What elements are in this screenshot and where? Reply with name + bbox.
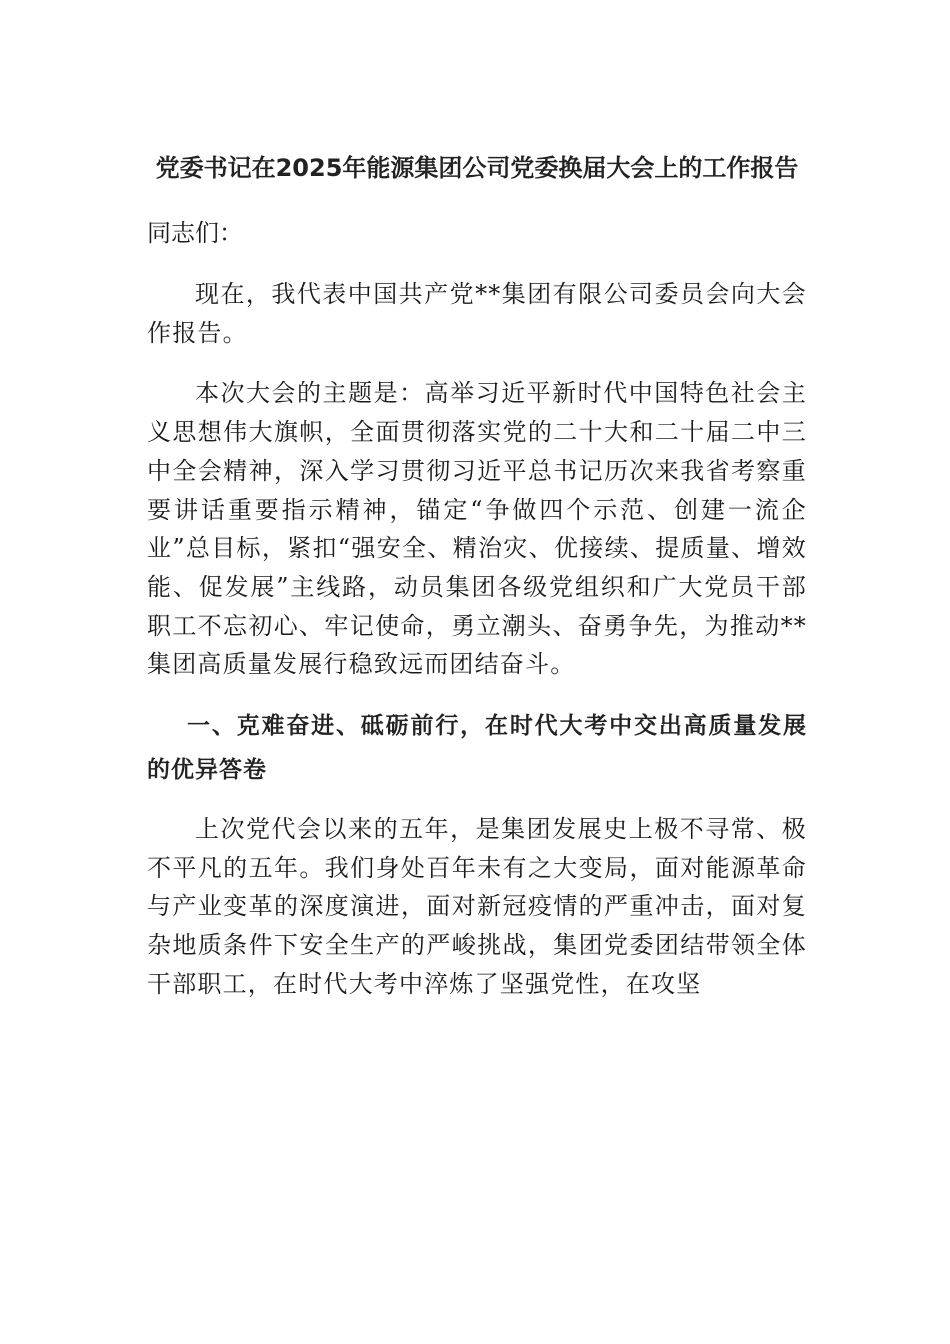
paragraph-theme: 本次大会的主题是：高举习近平新时代中国特色社会主义思想伟大旗帜，全面贯彻落实党的二十大和二十届二中三中全会精神，深入学习贯彻习近平总书记历次来我省考察重要讲话重要指示精神，锚定“争做四个示范、创建一流企业”总目标，紧扣“强安全、精治灾、优接续、提质量、增效能、促发展”主线路，动员集团各级党组织和广大党员干部职工不忘初心、牢记使命，勇立潮头、奋勇争先，为推动**集团高质量发展行稳致远而团结奋斗。	[147, 379, 807, 679]
document-body	[147, 146, 807, 1004]
paragraph-opening: 现在，我代表中国共产党**集团有限公司委员会向大会作报告。	[147, 280, 807, 347]
document-title: 党委书记在2025年能源集团公司党委换届大会上的工作报告	[155, 154, 799, 182]
salutation: 同志们：	[147, 219, 243, 247]
section-heading: 一、克难奋进、砥砺前行，在时代大考中交出高质量发展的优异答卷	[147, 713, 807, 784]
section-paragraph: 上次党代会以来的五年，是集团发展史上极不寻常、极不平凡的五年。我们身处百年未有之大变局，面对能源革命与产业变革的深度演进，面对新冠疫情的严重冲击，面对复杂地质条件下安全生产的严峻挑战，集团党委团结带领全体干部职工，在时代大考中淬炼了坚强党性，在攻坚	[147, 815, 807, 998]
